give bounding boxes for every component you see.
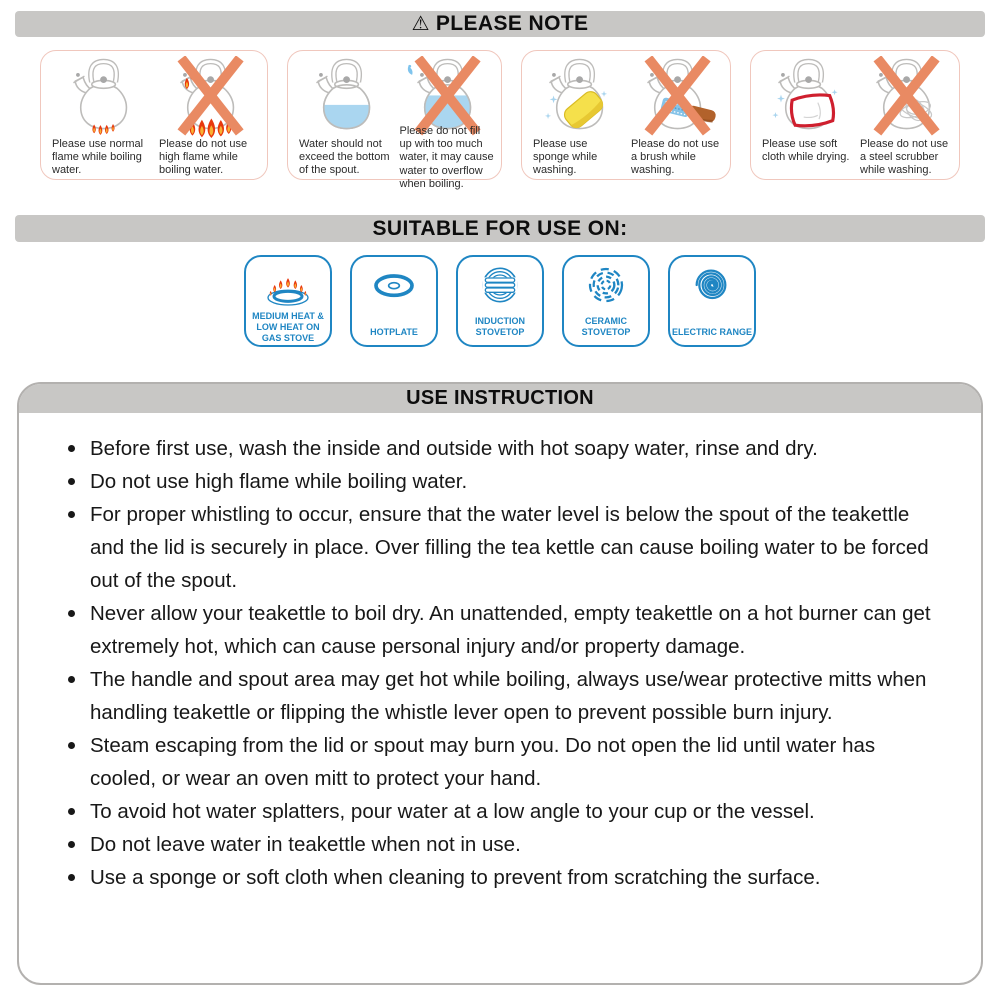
instruction-item: Steam escaping from the lid or spout may burn you. Do not open the lid until water has cooled, or wear an oven mitt to protect your hand. <box>65 729 945 795</box>
kettle-water-level-icon <box>299 56 391 138</box>
instruction-item: Do not use high flame while boiling water. <box>65 465 945 498</box>
note-caption: Please do not use a brush while washing. <box>631 138 720 177</box>
note-cell-do <box>758 56 856 173</box>
use-instruction-header <box>19 384 981 413</box>
please-note-row <box>40 50 960 190</box>
kettle-soft-cloth-icon <box>761 56 853 138</box>
suitable-row <box>0 255 1000 347</box>
stove-card-induction <box>456 255 544 347</box>
note-cell-dont <box>627 56 725 177</box>
instruction-item: Do not leave water in teakettle when not in use. <box>65 828 945 861</box>
note-cell-do <box>529 56 627 177</box>
note-box-washing <box>521 50 731 180</box>
induction-stovetop-icon <box>470 259 530 311</box>
note-cell-do <box>295 56 396 177</box>
note-caption: Please use sponge while washing. <box>533 138 598 177</box>
note-caption: Please do not use a steel scrubber while washing. <box>860 138 949 177</box>
use-instruction-title: USE INSTRUCTION <box>406 387 594 409</box>
note-caption: Please do not use high flame while boiling water. <box>159 138 248 177</box>
stove-label: MEDIUM HEAT & LOW HEAT ON GAS STOVE <box>252 311 324 343</box>
stove-label: ELECTRIC RANGE <box>672 327 753 337</box>
kettle-normal-flame-icon <box>56 56 148 138</box>
stove-card-hotplate <box>350 255 438 347</box>
kettle-sponge-icon <box>532 56 624 138</box>
note-box-drying <box>750 50 960 180</box>
note-cell-dont <box>155 56 262 177</box>
suitable-banner <box>15 215 985 242</box>
kettle-high-flame-crossed-icon <box>163 56 255 138</box>
stove-card-ceramic <box>562 255 650 347</box>
note-caption: Water should not exceed the bottom of the spout. <box>299 138 390 177</box>
instruction-item: For proper whistling to occur, ensure that the water level is below the spout of the teakettle and the lid is securely in place. Over filling the tea kettle can cause boiling water to be forced out of the spout. <box>65 498 945 597</box>
ceramic-stovetop-icon <box>576 259 636 311</box>
warning-icon: ⚠ <box>411 12 430 35</box>
kettle-steel-scrubber-crossed-icon <box>859 56 951 138</box>
kettle-brush-crossed-icon <box>630 56 722 138</box>
use-instruction-box <box>17 382 983 985</box>
instruction-item: Never allow your teakettle to boil dry. An unattended, empty teakettle on a hot burner can get extremely hot, which can cause personal injury and/or property damage. <box>65 597 945 663</box>
please-note-banner <box>15 11 985 37</box>
note-caption: Please use soft cloth while drying. <box>762 138 850 164</box>
note-box-water-level <box>287 50 502 190</box>
suitable-title: SUITABLE FOR USE ON: <box>372 216 628 240</box>
instruction-item: Use a sponge or soft cloth when cleaning to prevent from scratching the surface. <box>65 861 945 894</box>
note-cell-dont <box>396 56 497 190</box>
note-caption: Please use normal flame while boiling water. <box>52 138 144 177</box>
stove-card-gas <box>244 255 332 347</box>
instruction-item: Before first use, wash the inside and outside with hot soapy water, rinse and dry. <box>65 432 945 465</box>
note-caption: Please do not fill up with too much water, it may cause water to overflow when boiling. <box>399 125 494 190</box>
stove-label: HOTPLATE <box>370 327 418 337</box>
instruction-item: To avoid hot water splatters, pour water at a low angle to your cup or the vessel. <box>65 795 945 828</box>
note-cell-dont <box>856 56 954 177</box>
stove-label: CERAMIC STOVETOP <box>581 316 631 337</box>
instruction-item: The handle and spout area may get hot while boiling, always use/wear protective mitts when handling teakettle or flipping the whistle lever open to prevent possible burn injury. <box>65 663 945 729</box>
electric-range-icon <box>682 259 742 311</box>
hotplate-icon <box>364 259 424 311</box>
stove-card-electric <box>668 255 756 347</box>
gas-stove-icon <box>258 259 318 311</box>
note-box-flame <box>40 50 268 180</box>
please-note-title: PLEASE NOTE <box>435 12 589 35</box>
note-cell-do <box>48 56 155 177</box>
stove-label: INDUCTION STOVETOP <box>475 316 525 337</box>
use-instruction-list <box>65 432 945 894</box>
